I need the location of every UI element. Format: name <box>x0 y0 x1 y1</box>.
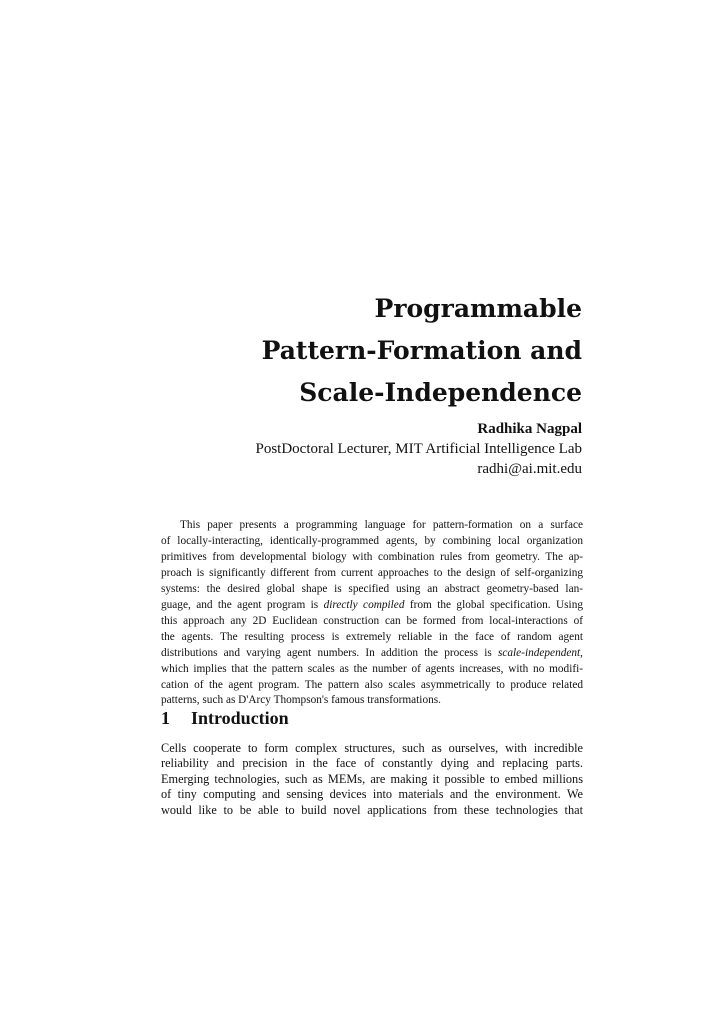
section-number: 1 <box>161 708 170 728</box>
section-heading <box>161 706 289 730</box>
body-line: reliability and precision in the face of constantly dying and replacing parts. <box>161 756 583 771</box>
abstract-line: proach is significantly different from current approaches to the design of self-organizing <box>161 566 583 579</box>
section-title: Introduction <box>191 708 289 728</box>
abstract-emphasis: directly compiled <box>323 598 405 611</box>
abstract-text: guage, and the agent program is <box>161 598 319 611</box>
body-line: would like to be able to build novel applications from these technologies that <box>161 802 583 817</box>
body-line: Emerging technologies, such as MEMs, are making it possible to embed millions <box>161 771 583 786</box>
author-block <box>142 419 582 479</box>
author-affiliation: PostDoctoral Lecturer, MIT Artificial Intelligence Lab <box>255 441 582 457</box>
abstract-line: the agents. The resulting process is extremely reliable in the face of random agent <box>161 630 583 643</box>
abstract-line: patterns, such as D'Arcy Thompson's famous transformations. <box>161 694 441 707</box>
title-line-3: Scale-Independence <box>299 378 582 407</box>
title-line-1: Programmable <box>374 294 582 323</box>
body-line: Cells cooperate to form complex structures, such as ourselves, with incredible <box>161 741 583 755</box>
abstract-line: this approach any 2D Euclidean construction can be formed from local-interactions of <box>161 614 583 627</box>
abstract-emphasis: scale-independent <box>497 646 581 659</box>
abstract-line: which implies that the pattern scales as the number of agents increases, with no modifi- <box>161 662 583 675</box>
author-email: radhi@ai.mit.edu <box>477 461 582 477</box>
abstract-line <box>161 598 583 614</box>
abstract-line: This paper presents a programming language for pattern-formation on a surface <box>180 519 583 531</box>
abstract-line: of locally-interacting, identically-programmed agents, by combining local organization <box>161 534 583 547</box>
abstract-line: primitives from developmental biology with combination rules from geometry. The ap- <box>161 550 583 563</box>
abstract-line <box>161 646 583 662</box>
abstract-text: distributions and varying agent numbers. In addition the process is <box>161 646 492 659</box>
abstract-text: from the global specification. Using <box>409 598 583 611</box>
paper-title <box>142 288 582 414</box>
body-line: of tiny computing and sensing devices into materials and the environment. We <box>161 787 583 802</box>
body-text <box>161 741 583 818</box>
abstract <box>161 518 583 709</box>
abstract-line: cation of the agent program. The pattern also scales asymmetrically to produce related <box>161 678 583 691</box>
author-name: Radhika Nagpal <box>477 421 582 437</box>
title-line-2: Pattern-Formation and <box>261 336 582 365</box>
abstract-text: , <box>580 646 583 659</box>
abstract-line: systems: the desired global shape is specified using an abstract geometry-based lan- <box>161 582 583 595</box>
